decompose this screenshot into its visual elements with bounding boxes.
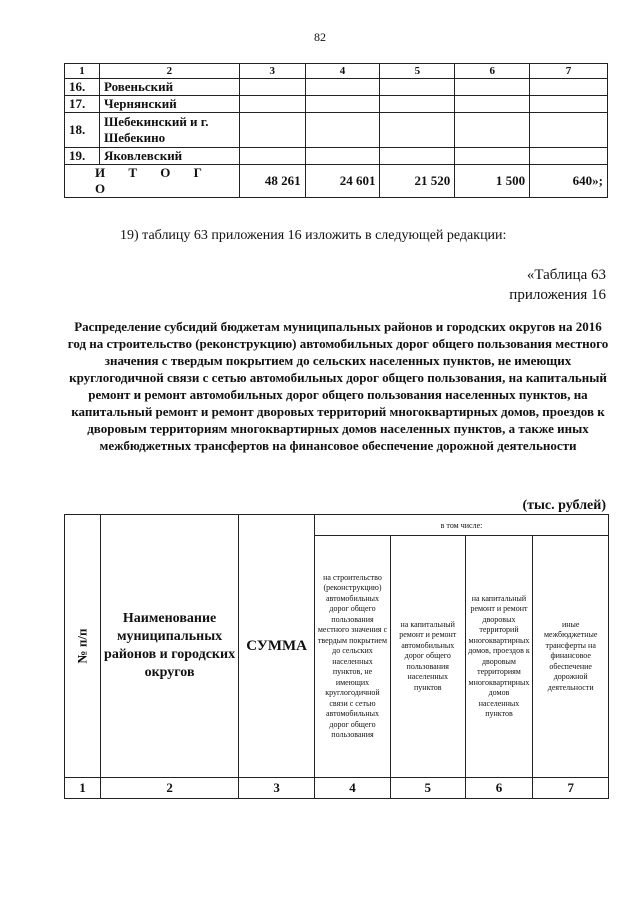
total-value: 24 601 xyxy=(305,165,380,198)
column-number: 5 xyxy=(390,778,465,799)
table-reference-line: «Таблица 63 xyxy=(526,267,606,283)
total-value: 48 261 xyxy=(239,165,305,198)
header-including: в том числе: xyxy=(315,515,609,536)
row-name: Шебекинский и г. Шебекино xyxy=(99,113,239,148)
header-number: № п/п xyxy=(65,515,101,778)
main-table xyxy=(64,514,609,799)
total-value: 1 500 xyxy=(455,165,530,198)
row-number: 19. xyxy=(65,148,100,165)
table-row xyxy=(65,96,608,113)
row-number: 16. xyxy=(65,79,100,96)
total-value: 21 520 xyxy=(380,165,455,198)
header-subcolumn: на капитальный ремонт и ремонт автомобильных дорог общего пользования населенных пунктов xyxy=(390,536,465,778)
row-number: 18. xyxy=(65,113,100,148)
top-table xyxy=(64,63,608,198)
column-number: 4 xyxy=(315,778,391,799)
header-subcolumn: иные межбюджетные трансферты на финансовое обеспечение дорожной деятельности xyxy=(533,536,609,778)
row-number: 17. xyxy=(65,96,100,113)
header-name: Наименование муниципальных районов и городских округов xyxy=(100,515,238,778)
row-name: Ровеньский xyxy=(99,79,239,96)
table-row xyxy=(65,148,608,165)
row-name: Яковлевский xyxy=(99,148,239,165)
column-number: 1 xyxy=(65,778,101,799)
header-cell: 3 xyxy=(239,64,305,79)
column-number: 2 xyxy=(100,778,238,799)
instruction-text: 19) таблицу 63 приложения 16 изложить в следующей редакции: xyxy=(120,228,507,243)
total-label: И Т О Г О xyxy=(65,165,240,198)
header-cell: 6 xyxy=(455,64,530,79)
column-number: 3 xyxy=(239,778,315,799)
header-subcolumn: на капитальный ремонт и ремонт дворовых территорий многоквартирных домов, проездов к дворовым территориям многоквартирных домов населенных пунктов xyxy=(465,536,533,778)
table-heading: Распределение субсидий бюджетам муниципальных районов и городских округов на 2016 год на строительство (реконструкцию) автомобильных дорог общего пользования местного значения с твердым покрытием до сельских населенных пунктов, не имеющих круглогодичной связи с сетью автомобильных дорог общего пользования, на капитальный ремонт и ремонт автомобильных дорог общего пользования населенных пунктов, на капитальный ремонт и ремонт дворовых территорий многоквартирных домов, проездов к дворовым территориям многоквартирных домов населенных пунктов, а также иных межбюджетных трансфертов на финансовое обеспечение дорожной деятельности xyxy=(67,319,609,453)
row-name: Чернянский xyxy=(99,96,239,113)
total-value: 640»; xyxy=(530,165,608,198)
header-sum: СУММА xyxy=(239,515,315,778)
header-cell: 5 xyxy=(380,64,455,79)
top-table-header xyxy=(65,64,608,79)
total-row xyxy=(65,165,608,198)
header-cell: 2 xyxy=(99,64,239,79)
table-row xyxy=(65,113,608,148)
table-row xyxy=(65,79,608,96)
table-reference xyxy=(509,265,606,305)
column-number: 7 xyxy=(533,778,609,799)
units-label: (тыс. рублей) xyxy=(522,498,606,513)
page-number: 82 xyxy=(314,30,326,44)
header-cell: 4 xyxy=(305,64,380,79)
header-cell: 7 xyxy=(530,64,608,79)
column-number: 6 xyxy=(465,778,533,799)
header-cell: 1 xyxy=(65,64,100,79)
header-subcolumn: на строительство (реконструкцию) автомобильных дорог общего пользования местного значения с твердым покрытием до сельских населенных пунктов, не имеющих круглогодичной связи с сетью автомобильных дорог общего пользования xyxy=(315,536,391,778)
column-numbers-row xyxy=(65,778,609,799)
table-reference-line: приложения 16 xyxy=(509,287,606,303)
